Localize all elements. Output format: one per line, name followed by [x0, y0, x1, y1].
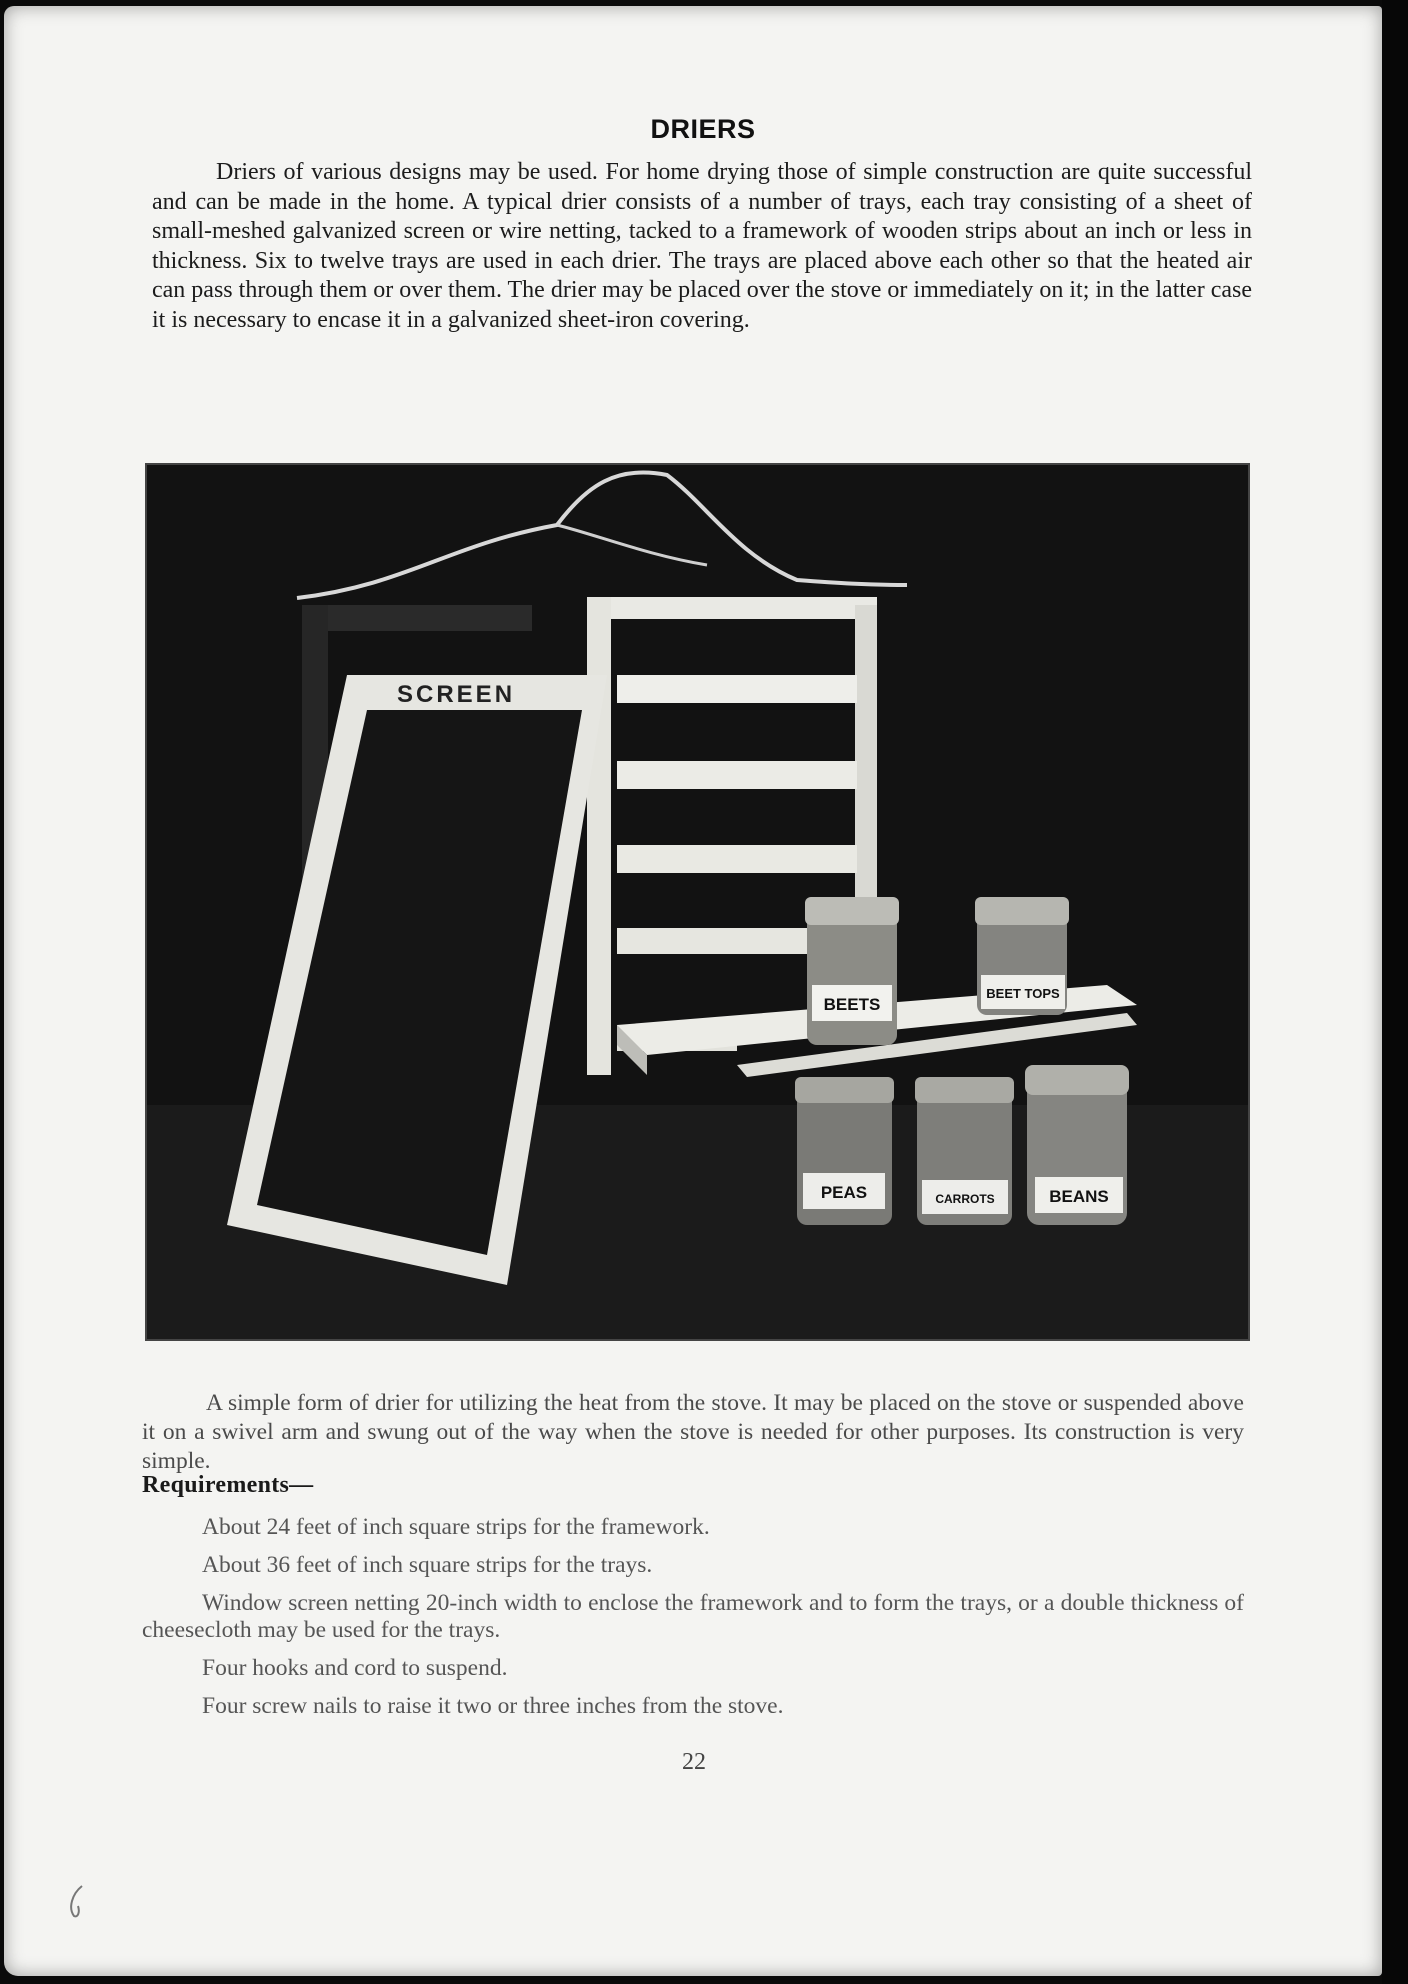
jar-label-beans: BEANS — [1049, 1187, 1109, 1206]
requirement-item: Four screw nails to raise it two or three inches from the stove. — [202, 1693, 784, 1719]
jar-beans — [1025, 1065, 1129, 1225]
jar-beets — [805, 897, 899, 1045]
jar-peas — [795, 1077, 894, 1225]
requirement-item: About 36 feet of inch square strips for the trays. — [202, 1552, 653, 1578]
scan-edge — [1382, 0, 1408, 1984]
intro-paragraph: Driers of various designs may be used. For home drying those of simple construction are quite successful and can be made in the home. A typical drier consists of a number of trays, each tray consisting of a sheet of small-meshed galvanized screen or wire netting, tacked to a framework of wooden strips about an inch or less in thickness. Six to twelve trays are used in each drier. The trays are placed above each other so that the heated air can pass through them or over them. The drier may be placed over the stove or immediately on it; in the latter case it is necessary to encase it in a galvanized sheet-iron covering. — [152, 159, 1252, 333]
drier-illustration — [147, 465, 1248, 1339]
pencil-mark — [64, 1882, 94, 1922]
jar-label-beet-tops: BEET TOPS — [986, 986, 1060, 1001]
jar-label-carrots: CARROTS — [935, 1192, 995, 1206]
jar-label-peas: PEAS — [820, 1183, 868, 1202]
jar-beet-tops — [975, 897, 1069, 1015]
requirement-item: About 24 feet of inch square strips for the framework. — [202, 1514, 710, 1540]
screen-label: SCREEN — [397, 681, 516, 708]
drier-photograph — [145, 463, 1250, 1341]
requirements-list — [142, 1514, 1244, 1731]
page-title: DRIERS — [650, 114, 756, 144]
requirement-item: Window screen netting 20-inch width to enclose the framework and to form the trays, or a double thickness of cheesecloth may be used for the trays. — [142, 1590, 1244, 1643]
jar-carrots — [915, 1077, 1014, 1225]
photo-caption: A simple form of drier for utilizing the heat from the stove. It may be placed on the stove or suspended above it on a swivel arm and swung out of the way when the stove is needed for other purposes. Its construction is very simple. — [142, 1390, 1244, 1474]
page-sheet — [4, 6, 1382, 1976]
page-number: 22 — [682, 1749, 706, 1775]
requirements-heading: Requirements— — [142, 1472, 314, 1498]
requirement-item: Four hooks and cord to suspend. — [202, 1655, 508, 1681]
jar-label-beets: BEETS — [823, 995, 881, 1014]
